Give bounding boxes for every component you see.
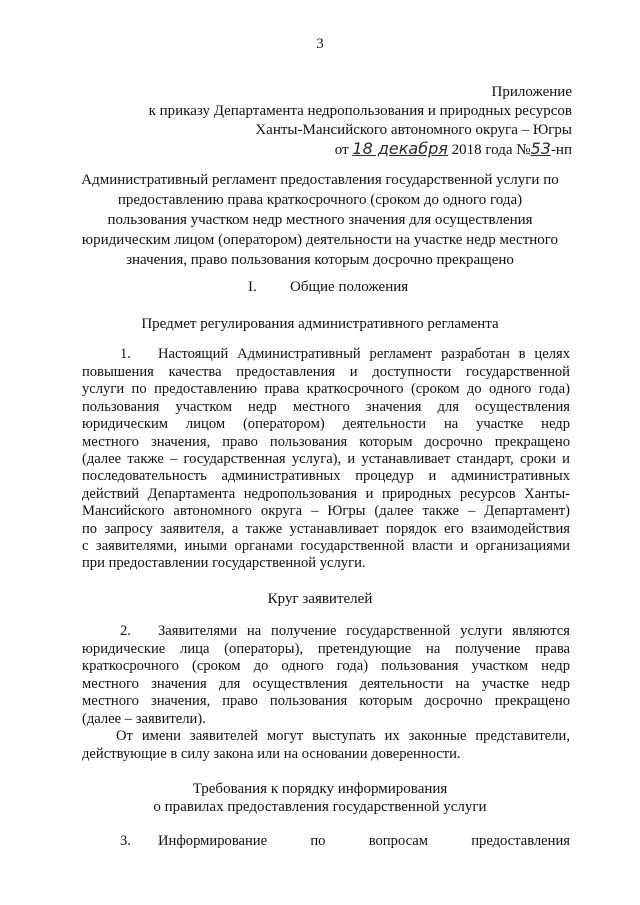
title-line: пользования участком недр местного значения для осуществления	[107, 212, 533, 228]
paragraph-line: местного значения, право пользования которым досрочно прекращено	[82, 434, 570, 450]
paragraph-line: местного значения для осуществления деятельности на участке недр	[82, 676, 570, 692]
paragraph-line: (далее также – государственная услуга), и устанавливает стандарт, сроки и	[82, 451, 570, 467]
paragraph-line: юридические лица (операторы), претендующие на получение права	[82, 641, 570, 657]
handwritten-date: 18 декабря	[352, 139, 448, 158]
paragraph-number: 3.	[120, 833, 131, 849]
handwritten-number: 53	[530, 139, 551, 158]
title-line: предоставлению права краткосрочного (сроком до одного года)	[117, 192, 523, 208]
paragraph-line: краткосрочного (сроком до одного года) пользования участком недр	[82, 658, 570, 674]
paragraph-line: повышения качества предоставления и доступности государственной	[82, 364, 570, 380]
paragraph-line: От имени заявителей могут выступать их законные представители,	[116, 728, 570, 744]
date-year: 2018 года №	[451, 142, 531, 158]
paragraph-line: по запросу заявителя, а также устанавливает порядок его взаимодействия	[82, 521, 570, 537]
paragraph-line: Заявителями на получение государственной услуги являются	[158, 623, 570, 639]
appendix-region-line: Ханты-Мансийского автономного округа – Югры	[255, 122, 572, 138]
subsection-heading-applicants: Круг заявителей	[267, 591, 373, 607]
appendix-order-line: к приказу Департамента недропользования и природных ресурсов	[148, 103, 572, 119]
date-prefix: от	[334, 142, 349, 158]
number-suffix: -нп	[550, 142, 572, 158]
paragraph-line: местного значения, право пользования которым досрочно прекращено	[82, 693, 570, 709]
section-roman-numeral: I.	[248, 279, 257, 295]
title-line: Административный регламент предоставления государственной услуги по	[81, 172, 559, 188]
paragraph-line: юридическим лицом (оператором) деятельности на участке недр	[82, 416, 570, 432]
subsection-heading-subject: Предмет регулирования административного регламента	[141, 316, 499, 332]
paragraph-line: услуги по предоставлению права краткосрочного (сроком до одного года)	[82, 381, 570, 397]
subsection-heading-info-line2: о правилах предоставления государственной услуги	[153, 799, 487, 815]
subsection-heading-info-line1: Требования к порядку информирования	[192, 781, 448, 797]
document-title	[0, 170, 640, 270]
paragraph-line: пользования участком недр местного значения для осуществления	[82, 399, 570, 415]
section-title: Общие положения	[290, 279, 409, 295]
appendix-date-line	[335, 139, 572, 159]
paragraph-number: 1.	[120, 346, 131, 362]
paragraph-line: действий Департамента недропользования и природных ресурсов Ханты-	[82, 486, 570, 502]
page-number: 3	[316, 36, 324, 52]
paragraph-line: последовательность административных процедур и административных	[82, 468, 570, 484]
paragraph-line: действующие в силу закона или на основании доверенности.	[82, 746, 461, 762]
paragraph-line: при предоставлении государственной услуги.	[82, 555, 366, 571]
paragraph-line: (далее – заявители).	[82, 711, 206, 727]
paragraph-line: Мансийского автономного округа – Югры (далее также – Департамент)	[82, 503, 570, 519]
paragraph-number: 2.	[120, 623, 131, 639]
title-line: юридическим лицом (оператором) деятельности на участке недр местного	[81, 232, 559, 248]
paragraph-line: Настоящий Административный регламент разработан в целях	[158, 346, 570, 362]
paragraph-line: Информирование по вопросам предоставления	[158, 833, 570, 849]
paragraph-line: с заявителями, иными органами государственной власти и организациями	[82, 538, 570, 554]
appendix-label: Приложение	[491, 84, 572, 100]
title-line: значения, право пользования которым досрочно прекращено	[126, 252, 514, 268]
